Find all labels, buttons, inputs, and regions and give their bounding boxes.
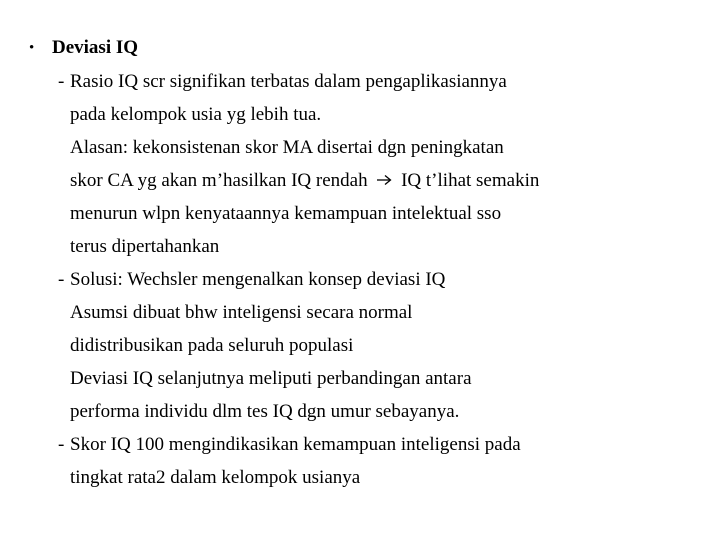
text-line: terus dipertahankan: [70, 236, 220, 257]
text-line: Rasio IQ scr signifikan terbatas dalam pengaplikasiannya: [70, 71, 507, 92]
dash-marker: -: [58, 434, 65, 455]
text-line: didistribusikan pada seluruh populasi: [70, 335, 354, 356]
right-arrow-icon: [376, 174, 392, 186]
text-line: Asumsi dibuat bhw inteligensi secara normal: [70, 302, 413, 323]
text-line: Deviasi IQ selanjutnya meliputi perbandingan antara: [70, 368, 472, 389]
text-line-with-arrow: [70, 170, 539, 192]
text-line: menurun wlpn kenyataannya kemampuan intelektual sso: [70, 203, 502, 224]
text-segment: skor CA yg akan m’hasilkan IQ rendah: [70, 170, 368, 191]
dash-marker: -: [58, 269, 65, 290]
text-line: pada kelompok usia yg lebih tua.: [70, 104, 322, 125]
text-line: performa individu dlm tes IQ dgn umur sebayanya.: [70, 401, 460, 422]
slide-heading: Deviasi IQ: [52, 37, 139, 58]
dash-marker: -: [58, 71, 65, 92]
text-line: tingkat rata2 dalam kelompok usianya: [70, 467, 361, 488]
text-line: Skor IQ 100 mengindikasikan kemampuan inteligensi pada: [70, 434, 521, 455]
text-line: Alasan: kekonsistenan skor MA disertai dgn peningkatan: [70, 137, 504, 158]
text-line: Solusi: Wechsler mengenalkan konsep deviasi IQ: [70, 269, 446, 290]
bullet-point: •: [29, 40, 35, 56]
text-segment: IQ t’lihat semakin: [401, 170, 540, 191]
